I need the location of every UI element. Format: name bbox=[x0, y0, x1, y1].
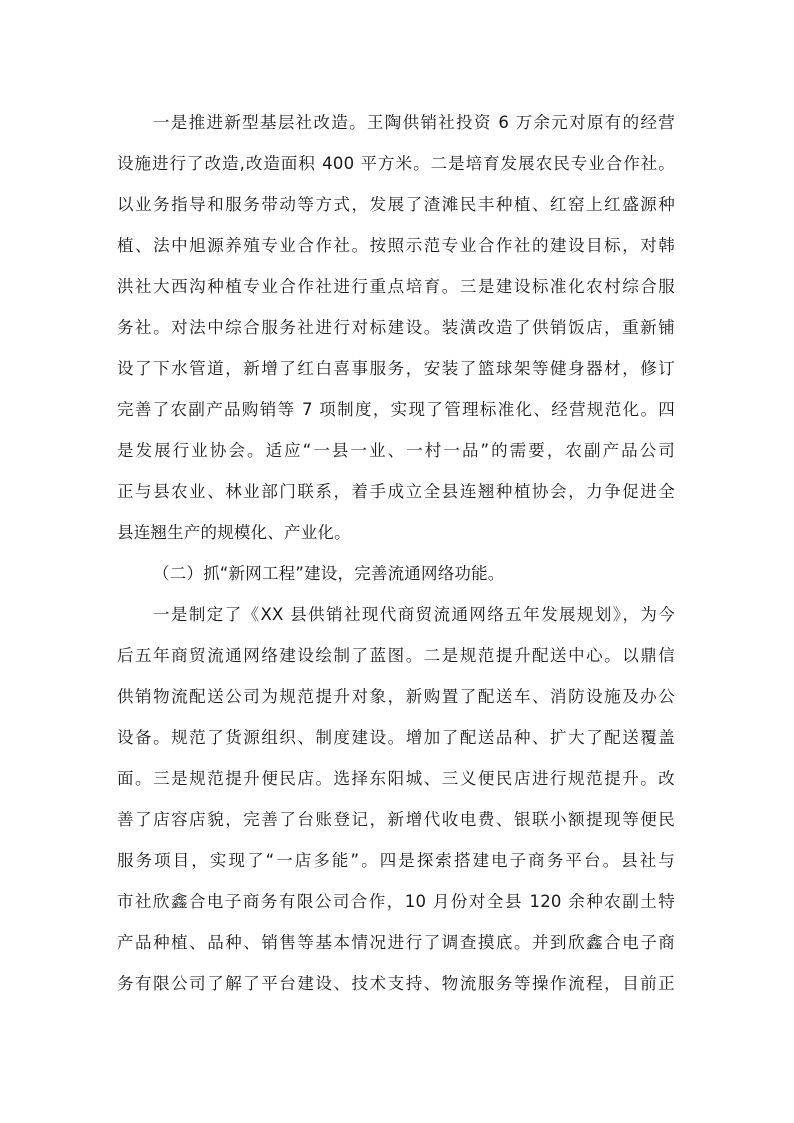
text-line: 善了店容店貌，完善了台账登记，新增代收电费、银联小额提现等便民 bbox=[117, 810, 675, 829]
text-line: 设备。规范了货源组织、制度建设。增加了配送品种、扩大了配送覆盖 bbox=[117, 728, 675, 747]
text-line: 以业务指导和服务带动等方式，发展了渣滩民丰种植、红窑上红盛源种 bbox=[117, 195, 675, 214]
text-line: 后五年商贸流通网络建设绘制了蓝图。二是规范提升配送中心。以鼎信 bbox=[117, 646, 675, 665]
text-line: 洪社大西沟种植专业合作社进行重点培育。三是建设标准化农村综合服 bbox=[117, 277, 675, 296]
text-line: 面。三是规范提升便民店。选择东阳城、三义便民店进行规范提升。改 bbox=[117, 769, 675, 788]
text-line: 一是推进新型基层社改造。王陶供销社投资 6 万余元对原有的经营 bbox=[153, 113, 675, 132]
text-line: 正与县农业、林业部门联系，着手成立全县连翘种植协会，力争促进全 bbox=[117, 482, 675, 501]
paragraph-section-1 bbox=[117, 102, 675, 553]
text-line: 供销物流配送公司为规范提升对象，新购置了配送车、消防设施及办公 bbox=[117, 687, 675, 706]
text-line: 产品种植、品种、销售等基本情况进行了调查摸底。并到欣鑫合电子商 bbox=[117, 933, 675, 952]
paragraph-section-2 bbox=[117, 594, 675, 1004]
text-line: 设施进行了改造,改造面积 400 平方米。二是培育发展农民专业合作社。 bbox=[117, 154, 675, 173]
text-line: 县连翘生产的规模化、产业化。 bbox=[117, 523, 351, 542]
text-line: 一是制定了《XX 县供销社现代商贸流通网络五年发展规划》，为今 bbox=[153, 605, 675, 624]
text-line: 是发展行业协会。适应“一县一业、一村一品”的需要，农副产品公司 bbox=[117, 441, 675, 460]
text-line: 完善了农副产品购销等 7 项制度，实现了管理标准化、经营规范化。四 bbox=[117, 400, 675, 419]
text-line: 设了下水管道，新增了红白喜事服务，安装了篮球架等健身器材，修订 bbox=[117, 359, 675, 378]
document-body bbox=[117, 102, 675, 1004]
text-line: 务有限公司了解了平台建设、技术支持、物流服务等操作流程，目前正 bbox=[117, 974, 675, 993]
text-line: 市社欣鑫合电子商务有限公司合作，10 月份对全县 120 余种农副土特 bbox=[117, 892, 675, 911]
text-line: 植、法中旭源养殖专业合作社。按照示范专业合作社的建设目标，对韩 bbox=[117, 236, 675, 255]
section-heading: （二）抓“新网工程”建设，完善流通网络功能。 bbox=[153, 564, 505, 583]
text-line: 服务项目，实现了“一店多能”。四是探索搭建电子商务平台。县社与 bbox=[117, 851, 675, 870]
text-line: 务社。对法中综合服务社进行对标建设。装潢改造了供销饭店，重新铺 bbox=[117, 318, 675, 337]
